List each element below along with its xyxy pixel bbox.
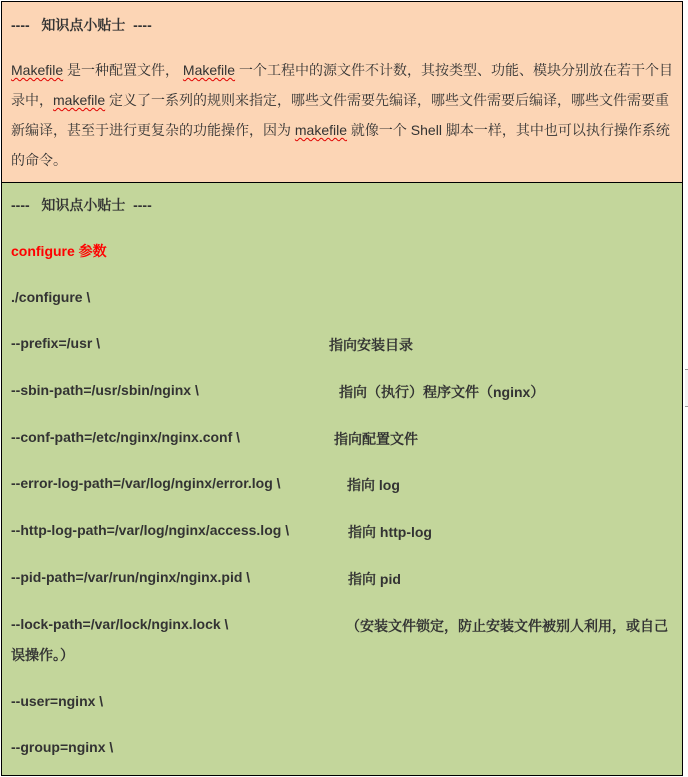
option-http-log-path-desc: 指向 http-log (348, 524, 432, 540)
spell-word: Makefile (182, 62, 236, 78)
option-text: --lock-path=/var/lock/nginx.lock \ (11, 616, 229, 632)
option-http-log-path (11, 522, 289, 538)
spell-word: makefile (53, 92, 106, 108)
configure-command: ./configure \ (11, 289, 91, 305)
tip-heading: ---- 知识点小贴士 ---- (11, 17, 152, 33)
option-sbin-path-desc: 指向（执行）程序文件（nginx） (339, 384, 545, 400)
option-prefix-desc: 指向安装目录 (329, 337, 413, 353)
option-group (11, 739, 113, 755)
configure-title: configure 参数 (11, 243, 107, 259)
option-text: --group=nginx \ (11, 739, 114, 755)
option-text: --conf-path=/etc/nginx/nginx.conf \ (11, 429, 241, 445)
option-text: --error-log-path=/var/log/nginx/error.log \ (11, 475, 281, 491)
option-conf-path (11, 429, 240, 445)
option-error-log-path-desc: 指向 log (347, 477, 400, 493)
option-lock-path-desc-continued: 误操作。） (11, 647, 74, 663)
option-error-log-path (11, 475, 281, 491)
option-lock-path (11, 616, 228, 632)
text-segment: 就像一个 Shell 脚本一样，其中也可以执行操作系统的命令。 (11, 122, 670, 168)
option-text: --prefix=/usr \ (11, 335, 101, 351)
document (1, 1, 683, 776)
option-lock-path-desc: （安装文件锁定，防止安装文件被别人利用，或自己 (346, 618, 668, 634)
tip-heading: ---- 知识点小贴士 ---- (11, 197, 152, 213)
text-segment: 是一种配置文件， (63, 62, 183, 78)
option-text: --pid-path=/var/run/nginx/nginx.pid \ (11, 569, 251, 585)
option-text: --user=nginx \ (11, 693, 104, 709)
makefile-paragraph (11, 55, 676, 175)
option-pid-path (11, 569, 250, 585)
option-pid-path-desc: 指向 pid (348, 571, 401, 587)
tip-box-configure (1, 183, 683, 776)
option-prefix (11, 335, 100, 351)
spell-word: Makefile (11, 62, 64, 78)
tip-box-makefile (1, 1, 683, 183)
option-text: --http-log-path=/var/log/nginx/access.log \ (11, 522, 290, 538)
spell-word: makefile (294, 122, 348, 138)
option-conf-path-desc: 指向配置文件 (334, 431, 418, 447)
text-segment: 定义了一系列的规则来指定，哪些文件需要先编译，哪些文件需要后编译，哪些文件需要重新编译，甚至于进行更复杂的功能操作，因为 (11, 92, 670, 138)
option-text: --sbin-path=/usr/sbin/nginx \ (11, 382, 199, 398)
option-sbin-path (11, 382, 199, 398)
option-user (11, 693, 103, 709)
text-segment: 一个工程中的源文件不计数，其按类型、功能、模块分别放在若干个目录中， (11, 62, 673, 108)
